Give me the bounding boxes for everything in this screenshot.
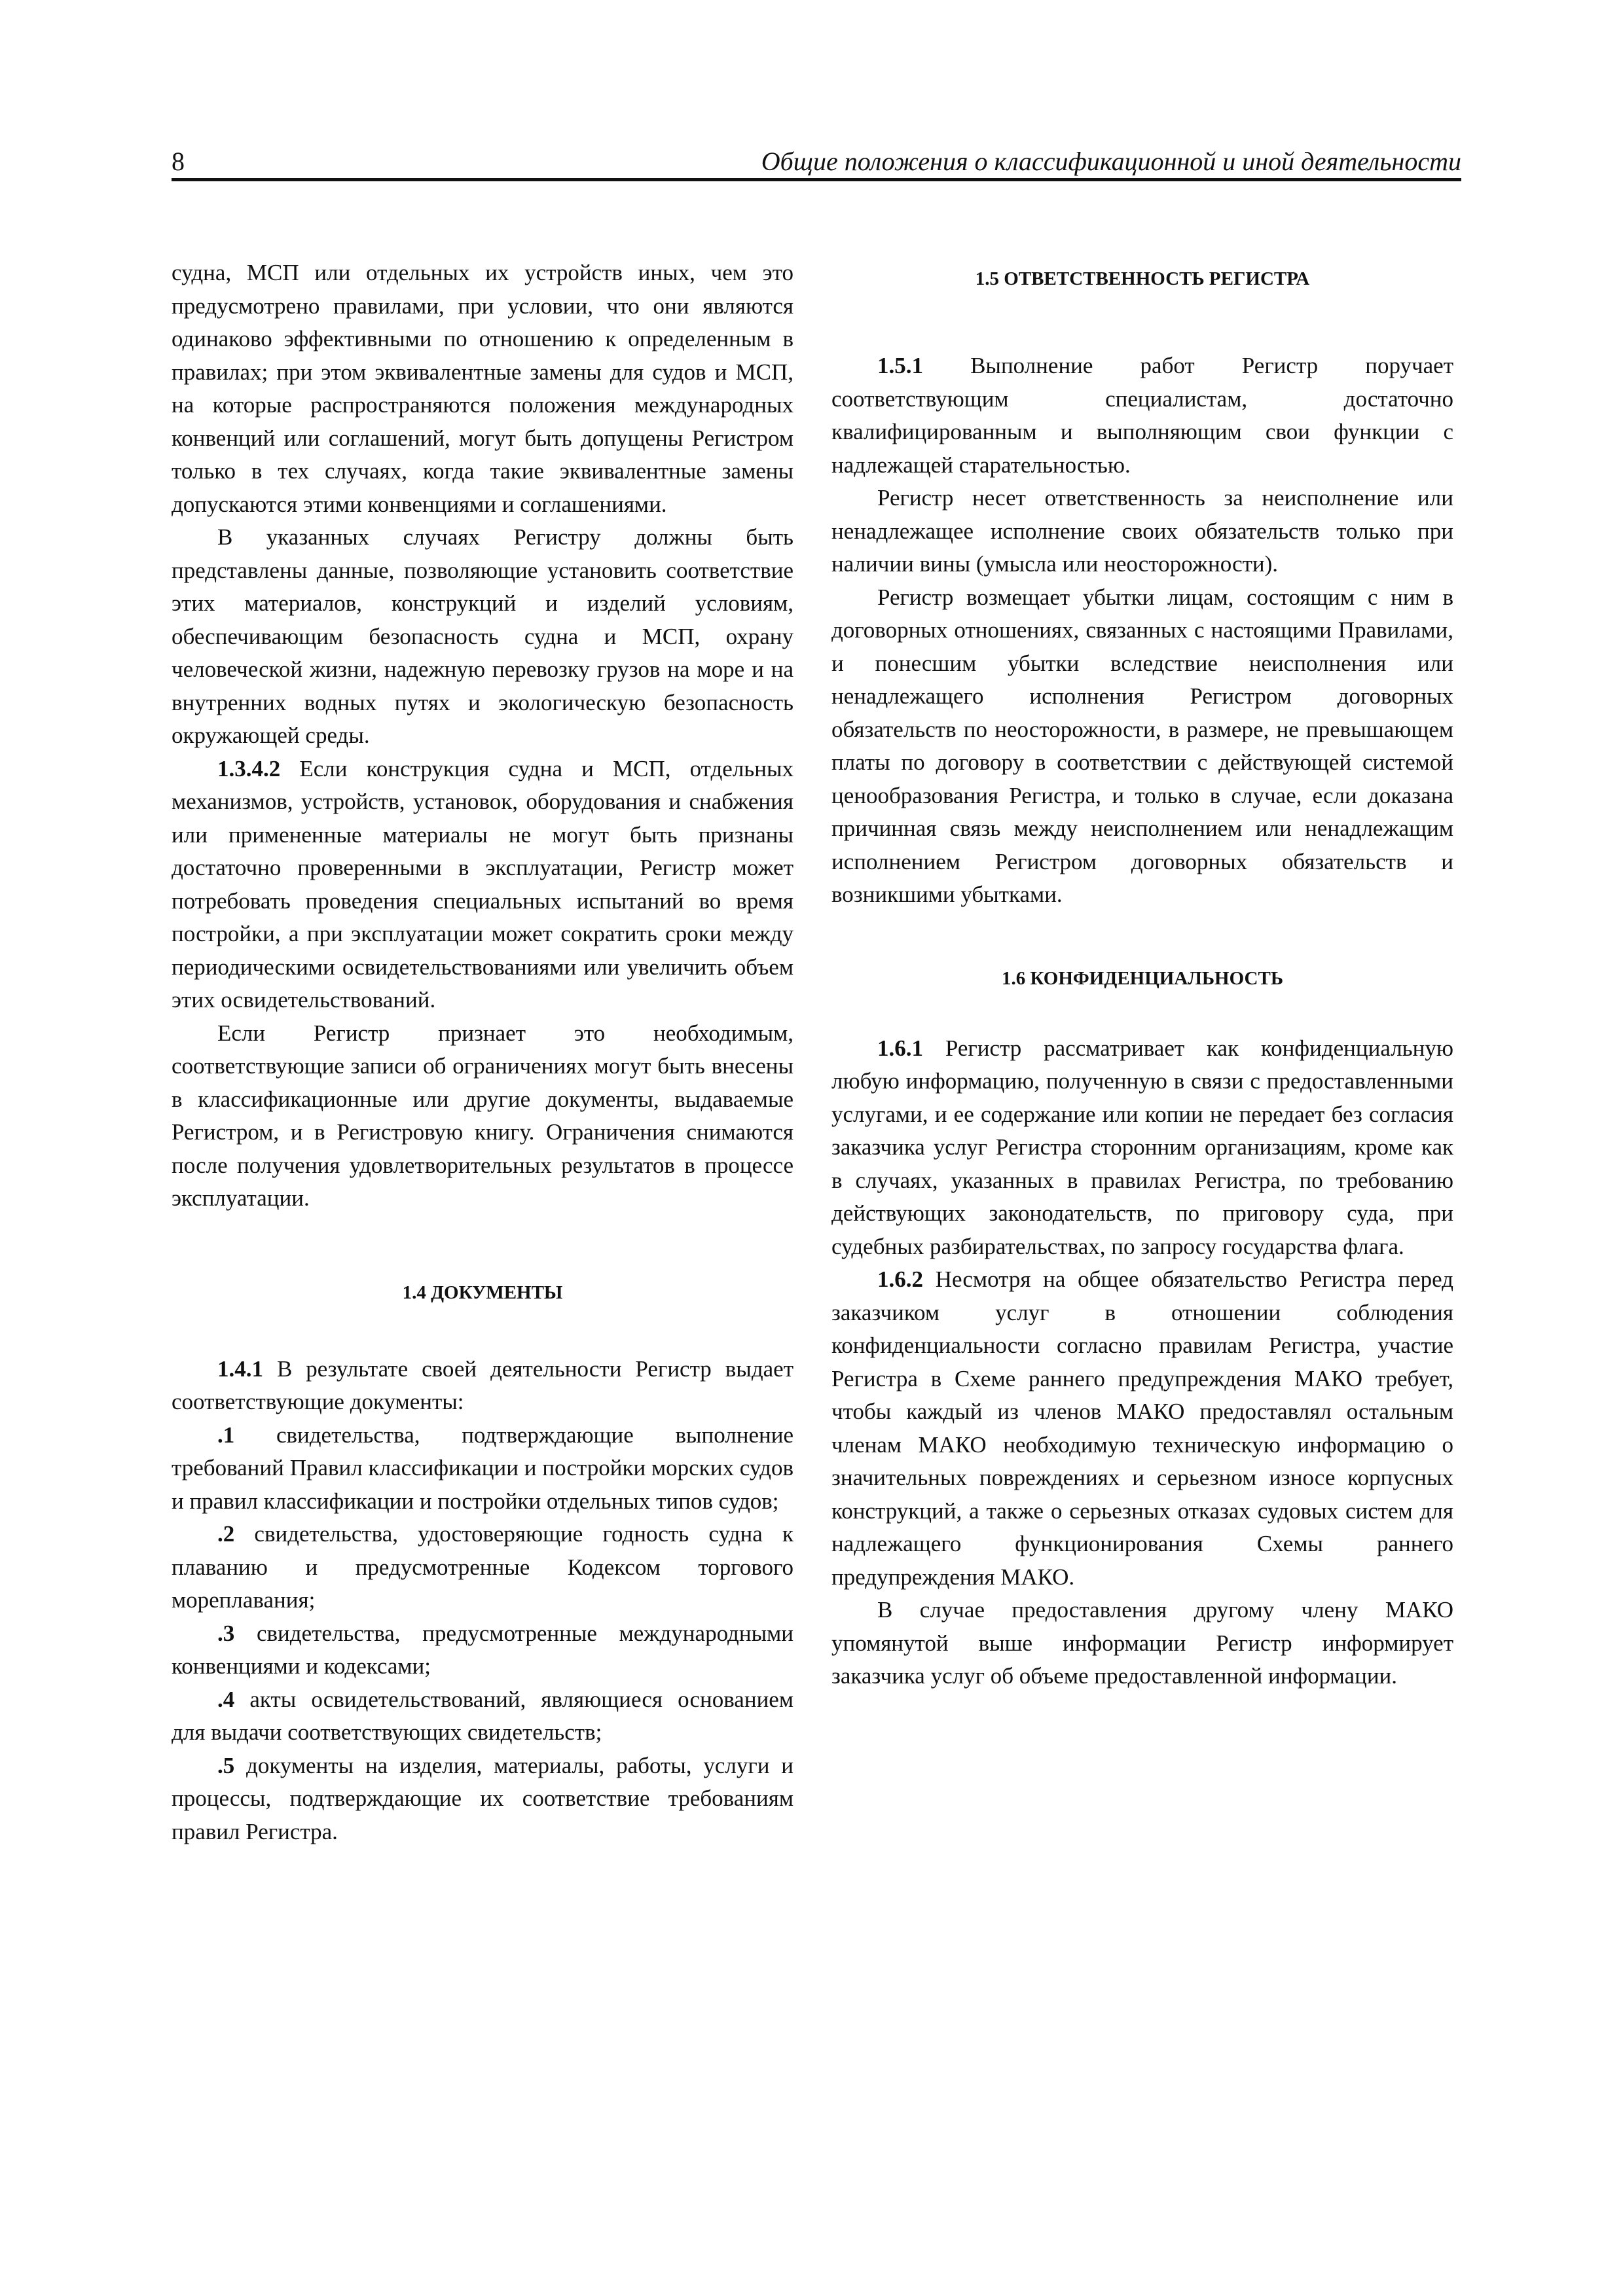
page-number: 8 [172,147,185,176]
running-title: Общие положения о классификационной и иной деятельности [761,147,1461,176]
list-item [172,1617,793,1683]
paragraph [172,753,793,1017]
left-column [172,257,793,1848]
section-heading: 1.5 ОТВЕТСТВЕННОСТЬ РЕГИСТРА [975,268,1310,289]
item-text: акты освидетельствований, являющиеся основанием для выдачи соответствующих свидетельств; [172,1686,793,1745]
item-text: свидетельства, подтверждающие выполнение требований Правил классификации и постройки морских судов и правил классификации и постройки отдельных типов судов; [172,1422,793,1514]
paragraph: Если Регистр признает это необходимым, соответствующие записи об ограничениях могут быть внесены в классификационные или другие документы, выдаваемые Регистром, и в Регистровую книгу. Ограничения снимаются после получения удовлетворительных результатов в процессе эксплуатации. [172,1020,793,1211]
list-item [172,1683,793,1749]
clause-number: 1.6.1 [877,1035,923,1061]
item-number: .5 [217,1752,235,1778]
item-text: документы на изделия, материалы, работы, услуги и процессы, подтверждающие их соответствие требованиям правил Регистра. [172,1752,793,1844]
list-item [172,1518,793,1617]
section-heading: 1.4 ДОКУМЕНТЫ [402,1282,563,1303]
paragraph: судна, МСП или отдельных их устройств иных, чем это предусмотрено правилами, при условии, что они являются одинаково эффективными по отношению к определенным в правилах; при этом эквивалентные замены для судов и МСП, на которые распространяются положения международных конвенций или соглашений, могут быть допущены Регистром только в тех случаях, когда такие эквивалентные замены допускаются этими конвенциями и соглашениями. [172,260,793,517]
clause-text: В результате своей деятельности Регистр выдает соответствующие документы: [172,1355,793,1414]
paragraph: Регистр несет ответственность за неисполнение или ненадлежащее исполнение своих обязательств только при наличии вины (умысла или неосторожности). [831,485,1453,577]
clause-number: 1.6.2 [877,1266,923,1292]
item-number: .3 [217,1620,235,1646]
item-number: .4 [217,1686,235,1712]
clause-text: Если конструкция судна и МСП, отдельных механизмов, устройств, установок, оборудования и снабжения или примененные материалы не могут быть признаны достаточно проверенными в эксплуатации, Регистр может потребовать проведения специальных испытаний во время постройки, а при эксплуатации может сократить сроки между периодическими освидетельствованиями или увеличить объем этих освидетельствований. [172,755,793,1013]
page-header [172,145,1461,179]
paragraph [831,350,1453,482]
clause-number: 1.3.4.2 [217,755,281,781]
paragraph [831,1263,1453,1594]
item-number: .2 [217,1521,235,1547]
paragraph: В случае предоставления другому члену МАКО упомянутой выше информации Регистр информирует заказчика услуг об объеме предоставленной информации. [831,1597,1453,1689]
item-number: .1 [217,1422,235,1448]
clause-text: Выполнение работ Регистр поручает соответствующим специалистам, достаточно квалифицированным и выполняющим свои функции с надлежащей старательностью. [831,353,1453,478]
section-heading: 1.6 КОНФИДЕНЦИАЛЬНОСТЬ [1001,967,1283,989]
clause-text: Несмотря на общее обязательство Регистра перед заказчиком услуг в отношении соблюдения конфиденциальности согласно правилам Регистра, участие Регистра в Схеме раннего предупреждения МАКО требует, чтобы каждый из членов МАКО предоставлял остальным членам МАКО необходимую техническую информацию о значительных повреждениях и серьезном износе корпусных конструкций, а также о серьезных отказах судовых систем для надлежащего функционирования Схемы раннего предупреждения МАКО. [831,1266,1453,1590]
paragraph [831,1032,1453,1264]
clause-text: Регистр рассматривает как конфиденциальную любую информацию, полученную в связи с предоставленными услугами, и ее содержание или копии не передает без согласия заказчика услуг Регистра сторонним организациям, кроме как в случаях, указанных в правилах Регистра, по требованию действующих законодательств, по приговору суда, при судебных разбирательствах, по запросу государства флага. [831,1035,1453,1259]
paragraph [172,1353,793,1419]
list-item [172,1749,793,1849]
clause-number: 1.4.1 [217,1355,263,1382]
right-column [831,257,1453,1693]
item-text: свидетельства, удостоверяющие годность судна к плаванию и предусмотренные Кодексом торгового мореплавания; [172,1521,793,1613]
item-text: свидетельства, предусмотренные международными конвенциями и кодексами; [172,1620,793,1679]
clause-number: 1.5.1 [877,353,923,378]
list-item [172,1419,793,1518]
paragraph: Регистр возмещает убытки лицам, состоящим с ним в договорных отношениях, связанных с настоящими Правилами, и понесшим убытки вследствие неисполнения или ненадлежащего исполнения Регистром договорных обязательств по неосторожности, в размере, не превышающем платы по договору в соответствии с действующей системой ценообразования Регистра, и только в случае, если доказана причинная связь между неисполнением или ненадлежащим исполнением Регистром договорных обязательств и возникшими убытками. [831,584,1453,907]
header-rule [172,178,1461,181]
paragraph: В указанных случаях Регистру должны быть представлены данные, позволяющие установить соответствие этих материалов, конструкций и изделий условиям, обеспечивающим безопасность судна и МСП, охрану человеческой жизни, надежную перевозку грузов на море и на внутренних водных путях и экологическую безопасность окружающей среды. [172,524,793,748]
